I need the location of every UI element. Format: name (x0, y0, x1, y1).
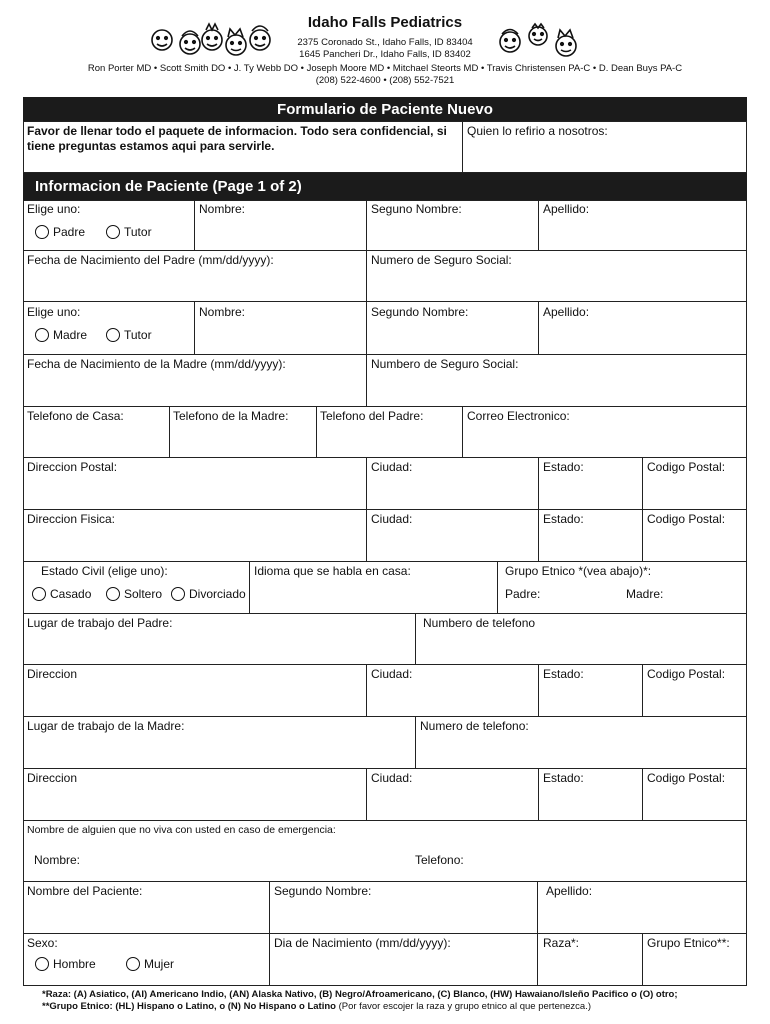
father-ssn-label: Numero de Seguro Social: (371, 253, 512, 267)
form-title: Formulario de Paciente Nuevo (23, 97, 747, 121)
emergency-contact-label: Nombre de alguien que no viva con usted en caso de emergencia: (27, 824, 336, 836)
mother-work-address-label: Direccion (27, 771, 78, 785)
patient-ethnic-label: Grupo Etnico**: (647, 936, 730, 950)
mailing-zip-label: Codigo Postal: (647, 460, 726, 474)
ethnic-footnote-bold: **Grupo Etnico: (HL) Hispano o Latino, o (N) No Hispano o Latino (42, 1001, 336, 1012)
father-last-name-label: Apellido: (543, 202, 590, 216)
mother-work-phone-label: Numero de telefono: (420, 719, 529, 733)
mailing-city-label: Ciudad: (371, 460, 413, 474)
radio-casado[interactable] (32, 587, 46, 601)
mother-phone-label: Telefono de la Madre: (173, 409, 289, 423)
email-label: Correo Electronico: (467, 409, 570, 423)
father-middle-name-label: Seguno Nombre: (371, 202, 462, 216)
section-title: Informacion de Paciente (Page 1 of 2) (23, 173, 747, 200)
ethnic-footnote (42, 1001, 752, 1013)
ethnic-mother-label: Madre: (626, 587, 664, 601)
physical-address-label: Direccion Fisica: (27, 512, 116, 526)
father-work-city-label: Ciudad: (371, 667, 413, 681)
mother-ssn-label: Numbero de Seguro Social: (371, 357, 519, 371)
mother-work-city-label: Ciudad: (371, 771, 413, 785)
patient-first-name-label: Nombre del Paciente: (27, 884, 143, 898)
radio-padre[interactable] (35, 225, 49, 239)
mother-work-state-label: Estado: (543, 771, 584, 785)
patient-last-name-label: Apellido: (546, 884, 593, 898)
father-work-address-label: Direccion (27, 667, 78, 681)
doctors-list: Ron Porter MD • Scott Smith DO • J. Ty Webb DO • Joseph Moore MD • Mitchael Steorts MD • Travis Christensen PA-C • D. Dean Buys PA-C (87, 63, 683, 74)
mailing-address-label: Direccion Postal: (27, 460, 118, 474)
physical-state-label: Estado: (543, 512, 584, 526)
patient-race-label: Raza*: (543, 936, 580, 950)
mailing-state-label: Estado: (543, 460, 584, 474)
mother-first-name-label: Nombre: (199, 305, 246, 319)
father-choose-label: Elige uno: (27, 202, 81, 216)
race-footnote: *Raza: (A) Asiatico, (AI) Americano Indio, (AN) Alaska Nativo, (B) Negro/Afroamericano, (C) Blanco, (HW) Hawaiano/Isleño Pacifico o (O) otro; (42, 989, 678, 1000)
mother-middle-name-label: Segundo Nombre: (371, 305, 469, 319)
father-dob-label: Fecha de Nacimiento del Padre (mm/dd/yyyy): (27, 253, 274, 267)
radio-padre-label: Padre (53, 225, 86, 239)
father-workplace-label: Lugar de trabajo del Padre: (27, 616, 173, 630)
clinic-name: Idaho Falls Pediatrics (307, 14, 463, 31)
radio-mujer[interactable] (126, 957, 140, 971)
father-work-state-label: Estado: (543, 667, 584, 681)
father-work-phone-label: Numbero de telefono (423, 616, 536, 630)
mother-work-zip-label: Codigo Postal: (647, 771, 726, 785)
radio-soltero-label: Soltero (124, 587, 163, 601)
patient-sex-label: Sexo: (27, 936, 58, 950)
mother-last-name-label: Apellido: (543, 305, 590, 319)
referral-label: Quien lo refirio a nosotros: (467, 124, 608, 138)
radio-mother-tutor[interactable] (106, 328, 120, 342)
father-phone-label: Telefono del Padre: (320, 409, 424, 423)
radio-hombre-label: Hombre (53, 957, 96, 971)
home-language-label: Idioma que se habla en casa: (254, 564, 411, 578)
radio-casado-label: Casado (50, 587, 92, 601)
father-first-name-label: Nombre: (199, 202, 246, 216)
patient-middle-name-label: Segundo Nombre: (274, 884, 372, 898)
radio-madre[interactable] (35, 328, 49, 342)
ethnic-father-label: Padre: (505, 587, 541, 601)
mother-dob-label: Fecha de Nacimiento de la Madre (mm/dd/yyyy): (27, 357, 286, 371)
physical-city-label: Ciudad: (371, 512, 413, 526)
patient-dob-label: Dia de Nacimiento (mm/dd/yyyy): (274, 936, 451, 950)
emergency-name-label: Nombre: (34, 853, 81, 867)
physical-zip-label: Codigo Postal: (647, 512, 726, 526)
intro-text: Favor de llenar todo el paquete de informacion. Todo sera confidencial, si tiene preguntas estamos aqui para servirle. (27, 124, 447, 153)
emergency-phone-label: Telefono: (415, 853, 464, 867)
father-work-zip-label: Codigo Postal: (647, 667, 726, 681)
clinic-phones: (208) 522-4600 • (208) 552-7521 (315, 75, 455, 86)
ethnic-footnote-plain: (Por favor escojer la raza y grupo etnico al que pertenezca.) (338, 1001, 592, 1012)
mother-choose-label: Elige uno: (27, 305, 81, 319)
mother-workplace-label: Lugar de trabajo de la Madre: (27, 719, 185, 733)
home-phone-label: Telefono de Casa: (27, 409, 124, 423)
radio-divorciado-label: Divorciado (189, 587, 246, 601)
radio-divorciado[interactable] (171, 587, 185, 601)
ethnic-group-label: Grupo Etnico *(vea abajo)*: (505, 564, 652, 578)
clinic-address-1: 2375 Coronado St., Idaho Falls, ID 83404 (297, 37, 473, 48)
clinic-address-2: 1645 Pancheri Dr., Idaho Falls, ID 83402 (299, 49, 471, 60)
radio-mujer-label: Mujer (144, 957, 175, 971)
radio-soltero[interactable] (106, 587, 120, 601)
civil-status-label: Estado Civil (elige uno): (41, 564, 168, 578)
radio-madre-label: Madre (53, 328, 88, 342)
radio-father-tutor-label: Tutor (124, 225, 152, 239)
radio-mother-tutor-label: Tutor (124, 328, 152, 342)
radio-father-tutor[interactable] (106, 225, 120, 239)
radio-hombre[interactable] (35, 957, 49, 971)
